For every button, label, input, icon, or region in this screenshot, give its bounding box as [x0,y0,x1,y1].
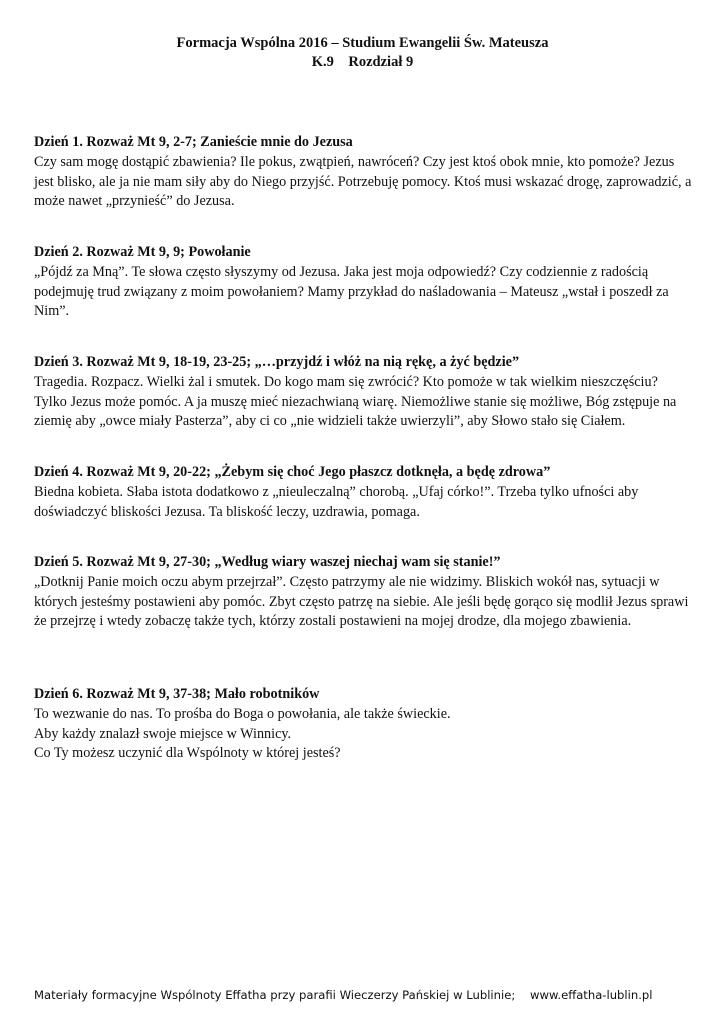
document-title: Formacja Wspólna 2016 – Studium Ewangelii Św. Mateusza [176,35,549,51]
day-1-section [34,133,694,212]
day-2-title: Dzień 2. Rozważ Mt 9, 9; Powołanie [34,244,251,260]
day-2-body: „Pójdź za Mną”. Te słowa często słyszymy od Jezusa. Jaka jest moja odpowiedź? Czy codziennie z radością podejmuję trud związany z moim powołaniem? Mamy przykład do naśladowania – Mateusz „wstał i poszedł za Nim”. [34,263,669,320]
day-1-title: Dzień 1. Rozważ Mt 9, 2-7; Zanieście mnie do Jezusa [34,134,353,150]
day-5-section [34,553,694,632]
day-4-title: Dzień 4. Rozważ Mt 9, 20-22; „Żebym się choć Jego płaszcz dotknęła, a będę zdrowa” [34,464,551,480]
day-3-body: Tragedia. Rozpacz. Wielki żal i smutek. Do kogo mam się zwrócić? Kto pomoże w tak wielkim nieszczęściu? Tylko Jezus może pomóc. A ja muszę mieć niezachwianą wiarę. Niemożliwe stanie się możliwe, Bóg zstępuje na ziemię aby „owce miały Pasterza”, aby ci co „nie widzieli także uwierzyli”, aby Słowo stało się Ciałem. [34,373,677,430]
chapter-label: K.9 Rozdział 9 [311,54,414,70]
day-6-section [34,685,694,764]
day-6-line-3: Co Ty możesz uczynić dla Wspólnoty w której jesteś? [34,745,341,762]
day-4-body: Biedna kobieta. Słaba istota dodatkowo z „nieuleczalną” chorobą. „Ufaj córko!”. Trzeba tylko ufności aby doświadczyć bliskości Jezusa. Ta bliskość leczy, uzdrawia, pomaga. [34,483,639,520]
day-5-title: Dzień 5. Rozważ Mt 9, 27-30; „Według wiary waszej niechaj wam się stanie!” [34,554,501,570]
day-3-section [34,353,694,432]
day-4-section [34,463,694,522]
day-3-title: Dzień 3. Rozważ Mt 9, 18-19, 23-25; „…przyjdź i włóż na nią rękę, a żyć będzie” [34,354,520,370]
day-6-line-2: Aby każdy znalazł swoje miejsce w Winnicy. [34,725,292,742]
document-header [0,34,725,72]
day-6-line-1: To wezwanie do nas. To prośba do Boga o powołania, ale także świeckie. [34,705,451,722]
day-5-body: „Dotknij Panie moich oczu abym przejrzał”. Często patrzymy ale nie widzimy. Bliskich wokół nas, sytuacji w których jesteśmy postawieni aby pomóc. Zbyt często patrzę na siebie. Ale jeśli będę gorąco się modlił Jezus sprawi że przejrzę i wtedy zobaczę także tych, którzy zostali postawieni na mojej drodze, dla mojego zbawienia. [34,573,689,630]
day-1-body: Czy sam mogę dostąpić zbawienia? Ile pokus, zwątpień, nawróceń? Czy jest ktoś obok mnie, kto pomoże? Jezus jest blisko, ale ja nie mam siły aby do Niego przyjść. Potrzebuję pomocy. Ktoś musi wskazać drogę, zaprowadzić, a może nawet „przynieść” do Jezusa. [34,153,692,210]
page-footer: Materiały formacyjne Wspólnoty Effatha przy parafii Wieczerzy Pańskiej w Lublinie; www.effatha-lublin.pl [34,988,653,1002]
day-6-title: Dzień 6. Rozważ Mt 9, 37-38; Mało robotników [34,686,320,702]
day-2-section [34,243,694,322]
